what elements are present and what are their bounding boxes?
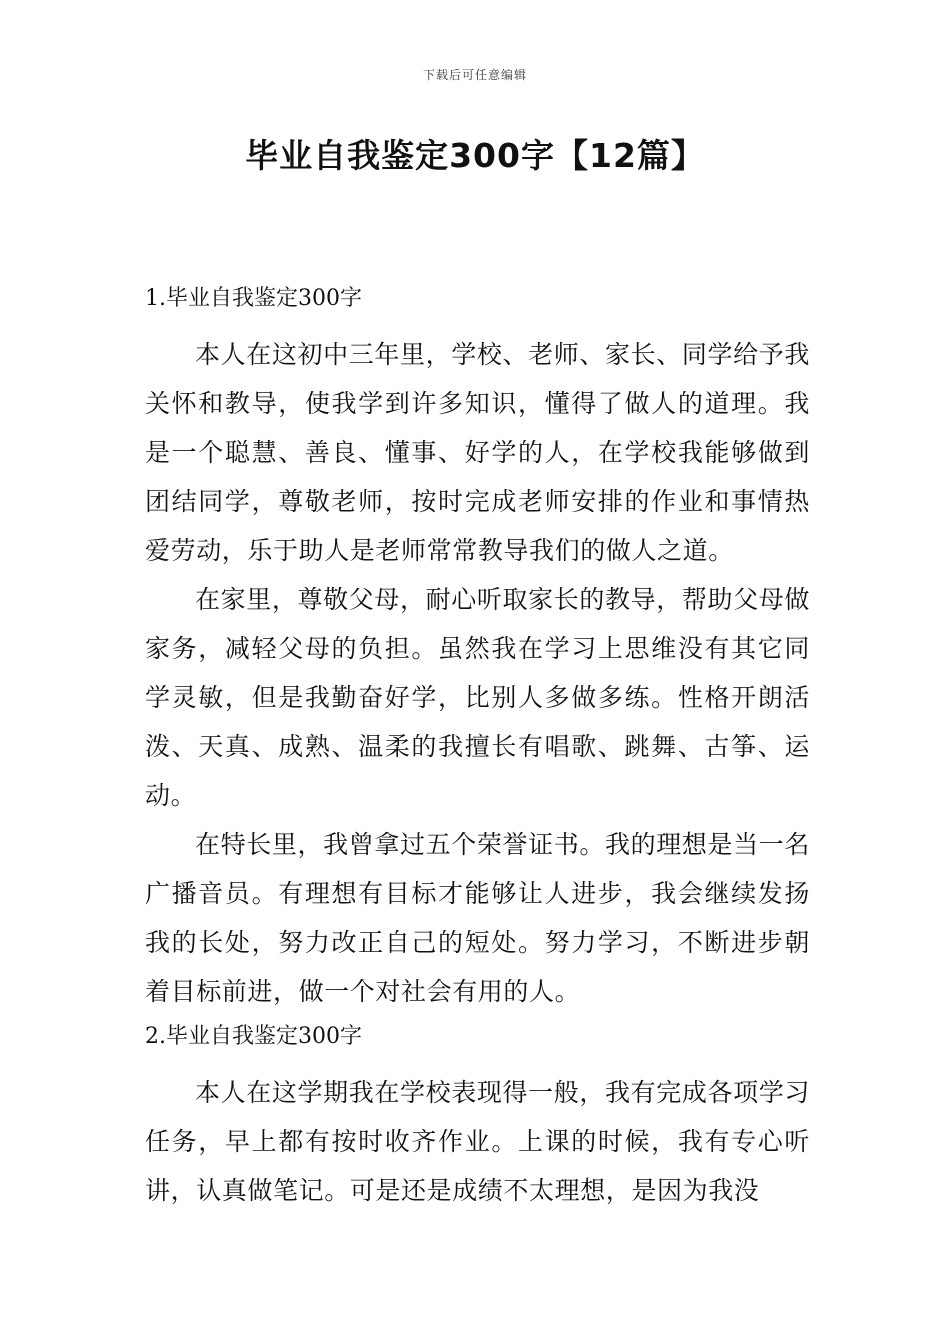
section-heading: 2.毕业自我鉴定300字 (145, 1024, 362, 1049)
paragraph: 在家里，尊敬父母，耐心听取家长的教导，帮助父母做家务，减轻父母的负担。虽然我在学习上思维没有其它同学灵敏，但是我勤奋好学，比别人多做多练。性格开朗活泼、天真、成熟、温柔的我擅长有唱歌、跳舞、古筝、运动。 (145, 585, 810, 810)
document-body (145, 282, 810, 1215)
section-2 (145, 1020, 810, 1215)
section-1 (145, 282, 810, 1016)
document-title: 毕业自我鉴定300字【12篇】 (245, 136, 705, 175)
paragraph: 本人在这学期我在学校表现得一般，我有完成各项学习任务，早上都有按时收齐作业。上课的时候，我有专心听讲，认真做笔记。可是还是成绩不太理想，是因为我没 (145, 1078, 810, 1205)
header-note: 下载后可任意编辑 (422, 68, 527, 82)
section-heading: 1.毕业自我鉴定300字 (145, 286, 362, 311)
paragraph: 在特长里，我曾拿过五个荣誉证书。我的理想是当一名广播音员。有理想有目标才能够让人进步，我会继续发扬我的长处，努力改正自己的短处。努力学习，不断进步朝着目标前进，做一个对社会有用的人。 (145, 830, 810, 1006)
paragraph: 本人在这初中三年里，学校、老师、家长、同学给予我关怀和教导，使我学到许多知识，懂得了做人的道理。我是一个聪慧、善良、懂事、好学的人，在学校我能够做到团结同学，尊敬老师，按时完成老师安排的作业和事情热爱劳动，乐于助人是老师常常教导我们的做人之道。 (145, 340, 810, 565)
